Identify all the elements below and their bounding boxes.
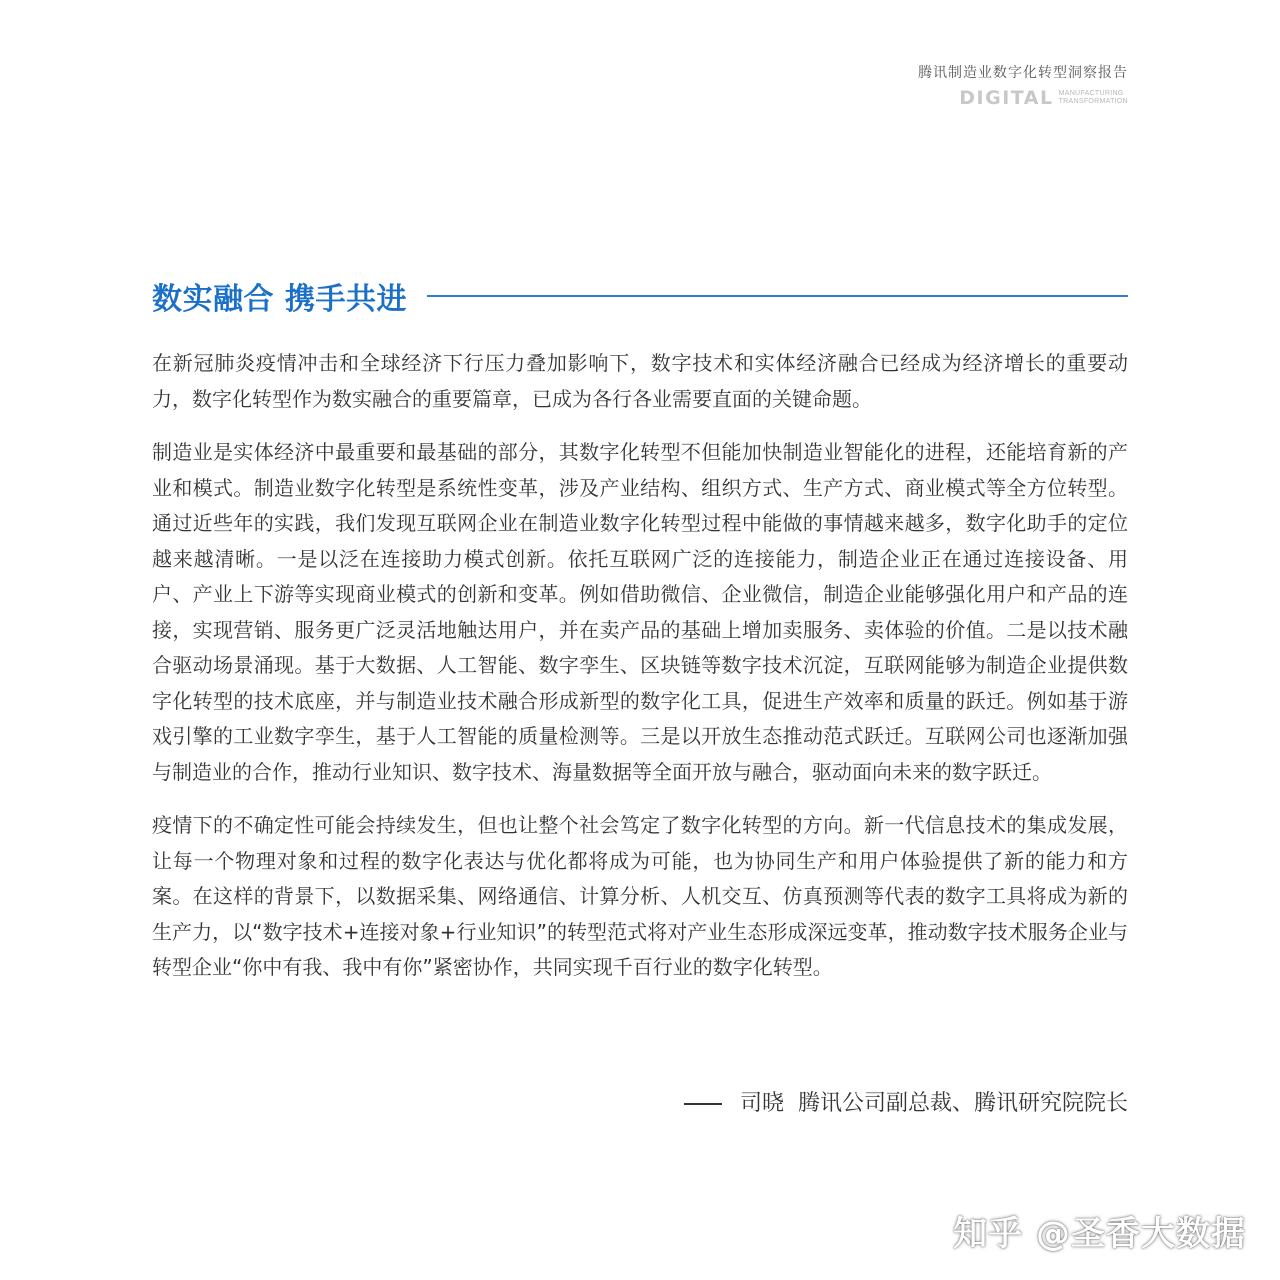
section-title: 数实融合 携手共进: [152, 282, 407, 317]
report-title: 腾讯制造业数字化转型洞察报告: [918, 65, 1128, 81]
paragraph-2: 制造业是实体经济中最重要和最基础的部分，其数字化转型不但能加快制造业智能化的进程，还能培育新的产业和模式。制造业数字化转型是系统性变革，涉及产业结构、组织方式、生产方式、商业模式等全方位转型。通过近些年的实践，我们发现互联网企业在制造业数字化转型过程中能做的事情越来越多，数字化助手的定位越来越清晰。一是以泛在连接助力模式创新。依托互联网广泛的连接能力，制造企业正在通过连接设备、用户、产业上下游等实现商业模式的创新和变革。例如借助微信、企业微信，制造企业能够强化用户和产品的连接，实现营销、服务更广泛灵活地触达用户，并在卖产品的基础上增加卖服务、卖体验的价值。二是以技术融合驱动场景涌现。基于大数据、人工智能、数字孪生、区块链等数字技术沉淀，互联网能够为制造企业提供数字化转型的技术底座，并与制造业技术融合形成新型的数字化工具，促进生产效率和质量的跃迁。例如基于游戏引擎的工业数字孪生，基于人工智能的质量检测等。三是以开放生态推动范式跃迁。互联网公司也逐渐加强与制造业的合作，推动行业知识、数字技术、海量数据等全面开放与融合，驱动面向未来的数字跃迁。: [152, 440, 1128, 784]
signature: [684, 1086, 1128, 1122]
paragraph-1: 在新冠肺炎疫情冲击和全球经济下行压力叠加影响下，数字技术和实体经济融合已经成为经济增长的重要动力，数字化转型作为数实融合的重要篇章，已成为各行各业需要直面的关键命题。: [152, 351, 1128, 411]
body-content: [152, 346, 1128, 986]
brand-sub-line-1: MANUFACTURING: [1058, 90, 1124, 97]
watermark: 知乎 @圣香大数据: [953, 1214, 1246, 1254]
signature-dash: [684, 1103, 722, 1105]
report-header: [918, 64, 1128, 108]
brand-subtitle: [1059, 90, 1128, 106]
section-heading: [152, 270, 1128, 322]
brand-logo: [918, 88, 1128, 108]
brand-word: DIGITAL: [959, 87, 1054, 109]
brand-sub-line-2: TRANSFORMATION: [1058, 98, 1128, 105]
paragraph-3: 疫情下的不确定性可能会持续发生，但也让整个社会笃定了数字化转型的方向。新一代信息技术的集成发展，让每一个物理对象和过程的数字化表达与优化都将成为可能，也为协同生产和用户体验提供了新的能力和方案。在这样的背景下，以数据采集、网络通信、计算分析、人机交互、仿真预测等代表的数字工具将成为新的生产力，以“数字技术+连接对象+行业知识”的转型范式将对产业生态形成深远变革，推动数字技术服务企业与转型企业“你中有我、我中有你”紧密协作，共同实现千百行业的数字化转型。: [152, 813, 1128, 979]
section-divider: [427, 295, 1128, 297]
signature-title: 腾讯公司副总裁、腾讯研究院院长: [797, 1091, 1128, 1116]
signature-name: 司晓: [739, 1091, 784, 1116]
